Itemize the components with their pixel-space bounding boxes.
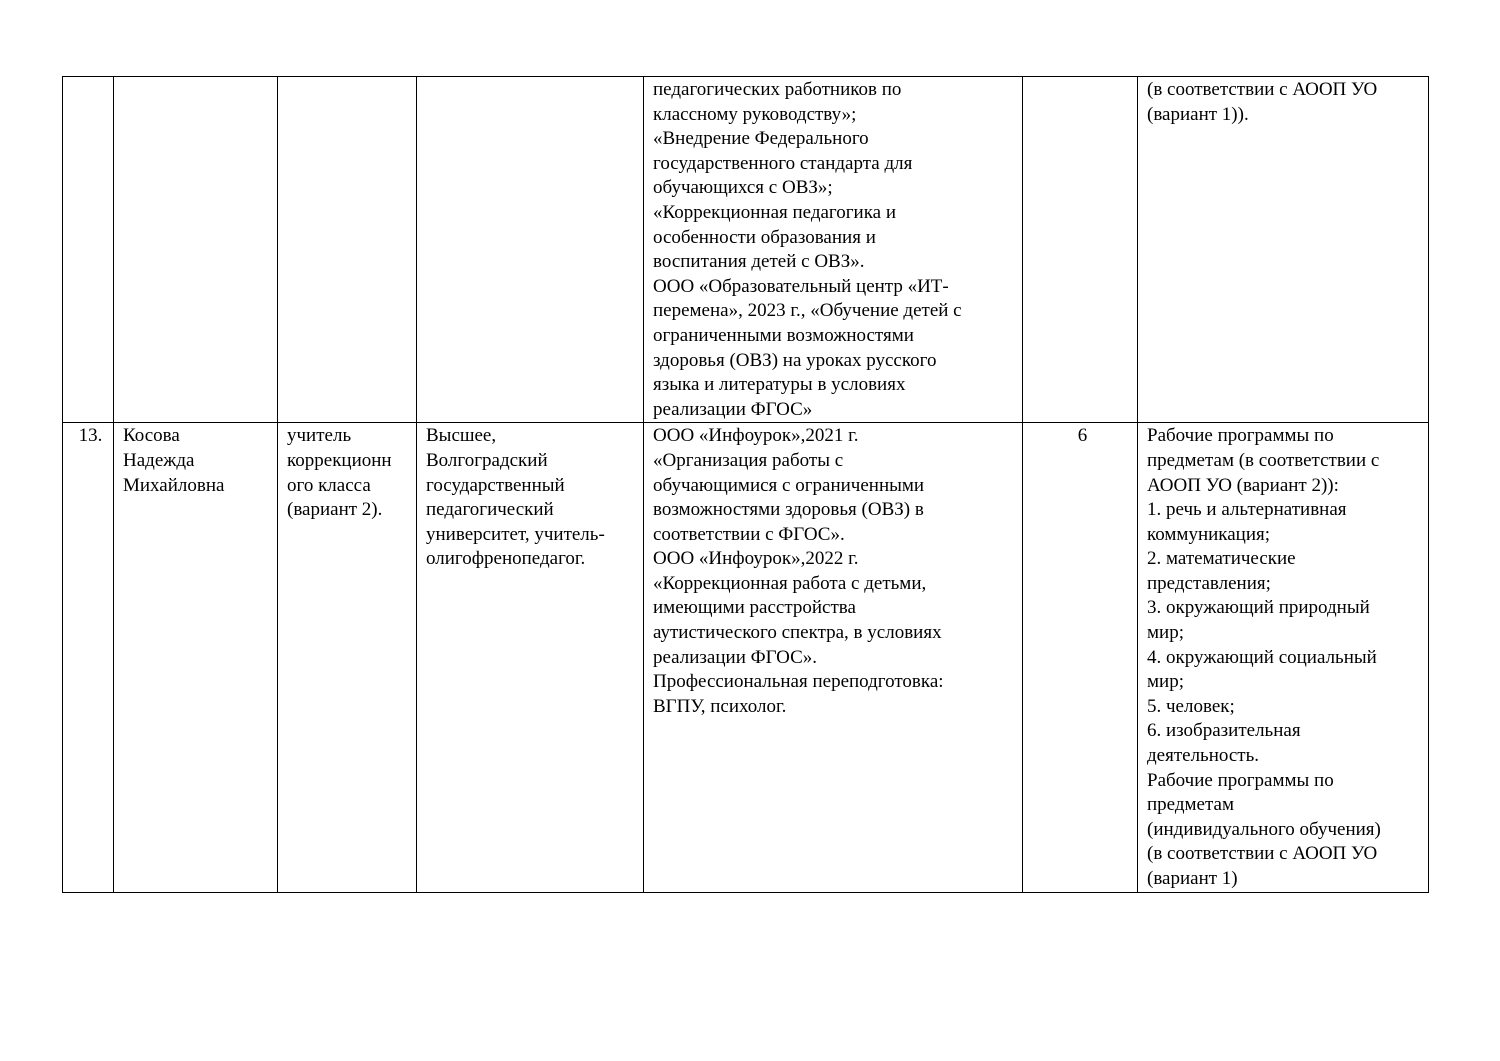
cell-text-line: Рабочие программы по xyxy=(1147,769,1334,791)
cell-name xyxy=(114,423,278,892)
cell-text-line: ВГПУ, психолог. xyxy=(653,695,787,717)
cell-text-line: коррекционн xyxy=(287,449,392,471)
cell-text-line: «Организация работы с xyxy=(653,449,844,471)
cell-text-line: ООО «Инфоурок»,2021 г. xyxy=(653,425,859,447)
cell-text-line: «Внедрение Федерального xyxy=(653,128,869,150)
cell-text-line: возможностями здоровья (ОВЗ) в xyxy=(653,499,924,521)
cell-number: 13. xyxy=(63,423,114,892)
cell-text-line: ООО «Образовательный центр «ИТ- xyxy=(653,275,949,297)
cell-training xyxy=(644,77,1023,423)
cell-text-line: педагогический xyxy=(426,499,554,521)
table-body xyxy=(63,77,1429,893)
cell-text-line: 2. математические xyxy=(1147,548,1296,570)
cell-text-line: Профессиональная переподготовка: xyxy=(653,671,944,693)
cell-text-line: 1. речь и альтернативная xyxy=(1147,499,1347,521)
cell-text-line: деятельность. xyxy=(1147,745,1260,767)
cell-text-line: ого класса xyxy=(287,474,371,496)
cell-programs xyxy=(1138,423,1429,892)
cell-text-line: особенности образования и xyxy=(653,226,876,248)
cell-text-line: (индивидуального обучения) xyxy=(1147,818,1381,840)
cell-training xyxy=(644,423,1023,892)
cell-text-line: (в соответствии с АООП УО xyxy=(1147,79,1378,100)
table-row xyxy=(63,77,1429,423)
cell-text-line: (вариант 2). xyxy=(287,499,383,521)
cell-text-line: имеющими расстройства xyxy=(653,597,856,619)
staff-table xyxy=(62,76,1429,893)
cell-text-line: Надежда xyxy=(123,449,195,471)
cell-text-line: педагогических работников по xyxy=(653,79,902,100)
cell-text-line: АООП УО (вариант 2)): xyxy=(1147,474,1339,496)
cell-text-line: Высшее, xyxy=(426,425,497,447)
table-row xyxy=(63,423,1429,892)
cell-text-line: обучающихся с ОВЗ»; xyxy=(653,177,833,199)
cell-text-line: аутистического спектра, в условиях xyxy=(653,622,942,644)
cell-text-line: ограниченными возможностями xyxy=(653,324,914,346)
cell-education xyxy=(417,423,644,892)
cell-education xyxy=(417,77,644,423)
cell-text-line: предметам xyxy=(1147,794,1234,816)
cell-text-line: «Коррекционная работа с детьми, xyxy=(653,572,927,594)
cell-number xyxy=(63,77,114,423)
cell-text-line: Волгоградский xyxy=(426,449,548,471)
cell-text-line: перемена», 2023 г., «Обучение детей с xyxy=(653,300,962,322)
cell-name xyxy=(114,77,278,423)
cell-position xyxy=(278,77,417,423)
cell-text-line: воспитания детей с ОВЗ». xyxy=(653,251,865,273)
cell-text-line: представления; xyxy=(1147,572,1271,594)
cell-text-line: (вариант 1)). xyxy=(1147,103,1249,125)
cell-text-line: предметам (в соответствии с xyxy=(1147,449,1380,471)
cell-text-line: государственный xyxy=(426,474,565,496)
cell-programs xyxy=(1138,77,1429,423)
cell-text-line: обучающимися с ограниченными xyxy=(653,474,925,496)
cell-text-line: 3. окружающий природный xyxy=(1147,597,1370,619)
cell-text-line: коммуникация; xyxy=(1147,523,1271,545)
cell-text-line: 6. изобразительная xyxy=(1147,720,1301,742)
cell-text-line: реализации ФГОС» xyxy=(653,398,813,420)
cell-text-line: 5. человек; xyxy=(1147,695,1235,717)
cell-text-line: соответствии с ФГОС». xyxy=(653,523,845,545)
cell-text-line: мир; xyxy=(1147,622,1184,644)
cell-text-line: «Коррекционная педагогика и xyxy=(653,201,897,223)
cell-text-line: ООО «Инфоурок»,2022 г. xyxy=(653,548,859,570)
cell-years xyxy=(1023,77,1138,423)
cell-text-line: здоровья (ОВЗ) на уроках русского xyxy=(653,349,937,371)
cell-text-line: классному руководству»; xyxy=(653,103,857,125)
cell-text-line: мир; xyxy=(1147,671,1184,693)
cell-text-line: (вариант 1) xyxy=(1147,868,1238,889)
cell-text-line: государственного стандарта для xyxy=(653,152,913,174)
cell-text-line: учитель xyxy=(287,425,352,447)
cell-position xyxy=(278,423,417,892)
cell-text-line: Рабочие программы по xyxy=(1147,425,1334,447)
cell-text-line: (в соответствии с АООП УО xyxy=(1147,843,1378,865)
cell-text-line: университет, учитель- xyxy=(426,523,605,545)
cell-text-line: Косова xyxy=(123,425,180,447)
cell-text-line: 4. окружающий социальный xyxy=(1147,646,1377,668)
cell-text-line: Михайловна xyxy=(123,474,225,496)
cell-text-line: языка и литературы в условиях xyxy=(653,374,906,396)
cell-text-line: олигофренопедагог. xyxy=(426,548,586,570)
cell-years: 6 xyxy=(1023,423,1138,892)
cell-text-line: реализации ФГОС». xyxy=(653,646,818,668)
